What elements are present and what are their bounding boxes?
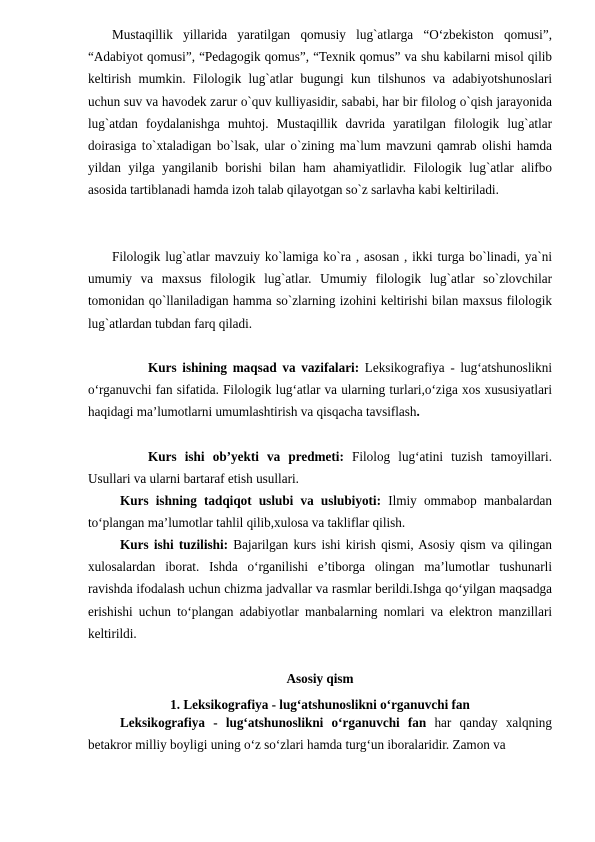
paragraph-text: Leksikografiya - lug‘atshunoslikni o‘rganuvchi fan sifatida. Filologik lug‘atlar va ularning turlari,o‘ziga xos xususiyatlari haqidagi ma’lumotlarni umumlashtirish va qisqacha tavsiflash <box>88 360 552 420</box>
paragraph-obyekt-predmet <box>88 446 552 490</box>
section-label-maqsad: Kurs ishining maqsad va vazifalari: <box>148 360 360 375</box>
heading-asosiy-qism: Asosiy qism <box>286 671 354 686</box>
section-label-tadqiqot: Kurs ishning tadqiqot uslubi va uslubiyoti: <box>120 493 381 508</box>
paragraph-text: har qanday xalqning betakror milliy boyligi uning o‘z so‘zlari hamda turg‘un iboralaridir. Zamon va <box>88 715 552 753</box>
paragraph-tadqiqot-uslubi <box>88 490 552 534</box>
heading-section-1: 1. Leksikografiya - lug‘atshunoslikni o‘rganuvchi fan <box>170 697 470 712</box>
paragraph-mustaqillik <box>88 24 552 202</box>
paragraph-text: Bajarilgan kurs ishi kirish qismi, Asosiy qism va qilingan xulosalardan iborat. Ishda o‘rganilishi e’tiborga olingan ma’lumotlar tushunarli ravishda ifodalash uchun chizma jadvallar va rasmlar berildi.Ishga qo‘yilgan maqsadga erishishi uchun to‘plangan adabiyotlar manbalarning nomlari va elektron manzillari keltirildi. <box>88 537 552 641</box>
paragraph-maqsad-vazifalar <box>88 357 552 424</box>
paragraph-text: Mustaqillik yillarida yaratilgan qomusiy lug`atlarga “O‘zbekiston qomusi”, “Adabiyot qomusi”, “Pedagogik qomus”, “Texnik qomus” va shu kabilarni misol qilib keltirish mumkin. Filologik lug`atlar bugungi kun tilshunos va adabiyotshunoslari uchun suv va havodek zarur o`quv kulliyasidir, sababi, har bir filolog o`qish jarayonida lug`atdan foydalanishga muhtoj. Mustaqillik davrida yaratilgan filologik lug`atlar doirasiga to`xtaladigan bo`lsak, ular o`zining ma`lum mavzuni qamrab olishi hamda yildan yilga yangilanib borishi bilan ham ahamiyatlidir. Filologik lug`atlar alifbo asosida tartiblanadi hamda izoh talab qilayotgan so`z sarlavha kabi keltiriladi. <box>88 27 552 198</box>
section-label-leksikografiya: Leksikografiya - lug‘atshunoslikni o‘rganuvchi fan <box>120 715 427 730</box>
paragraph-end-mark: . <box>416 404 420 420</box>
paragraph-filologik-turlari <box>88 246 552 335</box>
paragraph-text: Filologik lug`atlar mavzuiy ko`lamiga ko`ra , asosan , ikki turga bo`linadi, ya`ni umumiy va maxsus filologik lug`atlar. Umumiy filologik lug`atlar so`zlovchilar tomonidan qo`llaniladigan hamma so`zlarning izohini keltirishi bilan maxsus filologik lug`atlardan tubdan farq qiladi. <box>88 249 552 331</box>
section-label-tuzilishi: Kurs ishi tuzilishi: <box>120 537 229 552</box>
paragraph-text: Filolog lug‘atini tuzish tamoyillari. Usullari va ularni bartaraf etish usullari. <box>88 449 552 487</box>
paragraph-leksikografiya <box>88 712 552 756</box>
paragraph-text: Ilmiy ommabop manbalardan to‘plangan ma’lumotlar tahlil qilib,xulosa va takliflar qilish. <box>88 493 552 531</box>
section-label-obyekt: Kurs ishi ob’yekti va predmeti: <box>148 449 344 464</box>
paragraph-tuzilishi <box>88 534 552 645</box>
